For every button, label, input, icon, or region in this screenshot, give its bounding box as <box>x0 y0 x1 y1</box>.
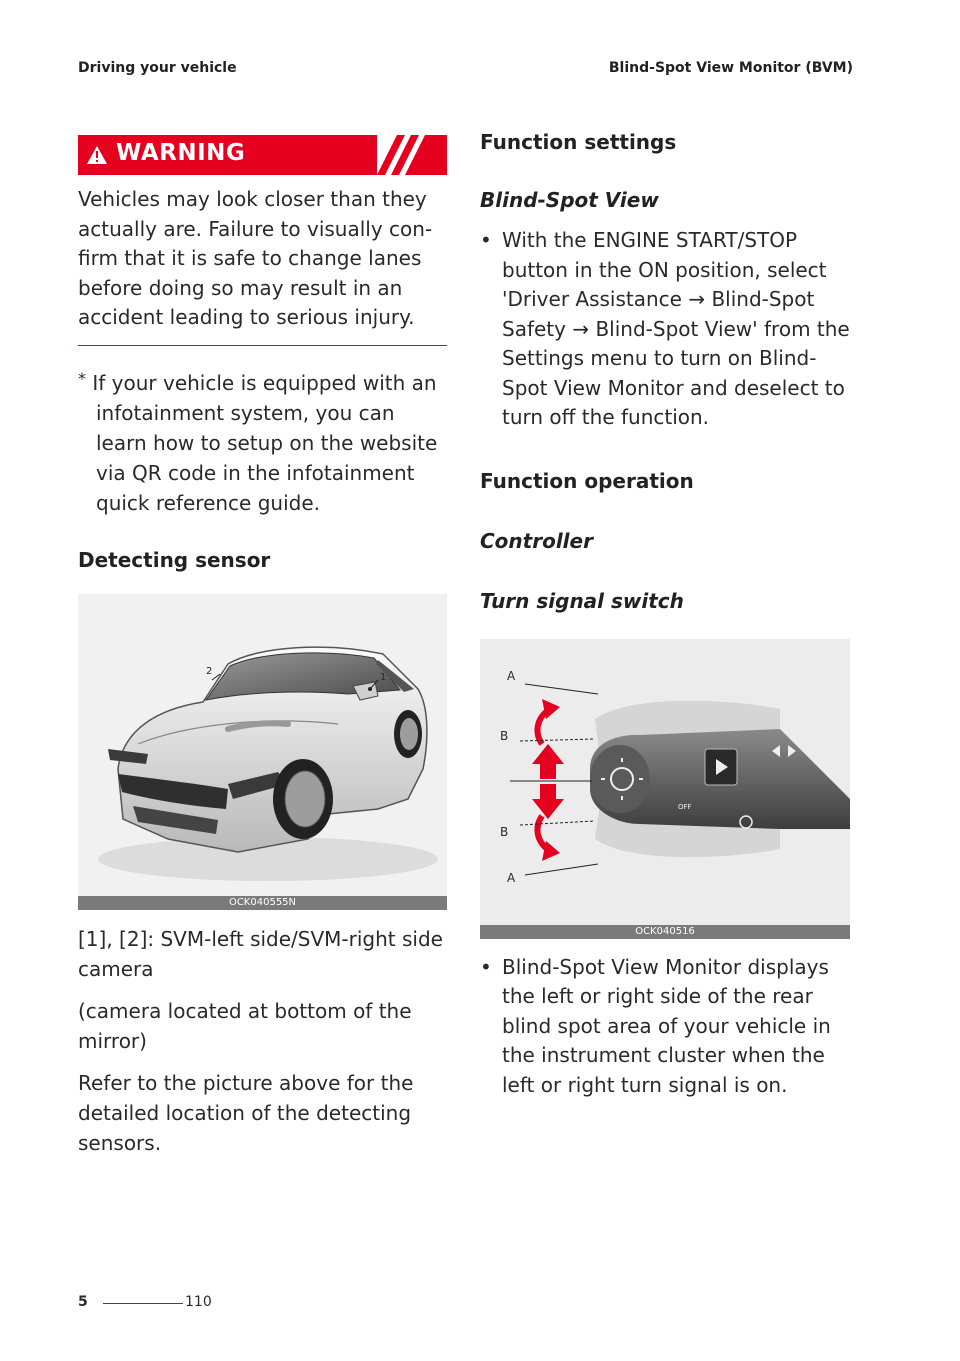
sensor-caption-3: Refer to the picture above for the detailed location of the detecting sensors. <box>78 1070 414 1155</box>
warning-triangle-icon <box>86 145 108 165</box>
section-number: 5 <box>78 1294 88 1310</box>
bullet-mark-2: • <box>480 954 492 979</box>
header-section-title: Driving your vehicle <box>78 60 237 76</box>
bullet-mark: • <box>480 228 492 252</box>
callout-label-2: 2 <box>206 665 213 677</box>
blind-spot-view-subheading: Blind-Spot View <box>480 188 659 212</box>
note-text: If your vehicle is equipped with an infotainment system, you can learn how to setup on the website via QR code in the infotainment quick reference guide. <box>92 370 438 515</box>
label-b-bottom: B <box>500 824 509 839</box>
function-operation-heading: Function operation <box>480 468 694 493</box>
label-b-top: B <box>500 728 509 743</box>
controller-subheading: Controller <box>480 528 593 553</box>
footer-divider <box>103 1303 183 1304</box>
left-column <box>78 135 447 1158</box>
operation-bullet-text: Blind-Spot View Monitor displays the left or right side of the rear blind spot area of your vehicle in the instrument cluster when the left or right turn signal is on. <box>502 954 831 1097</box>
sensor-caption-2: (camera located at bottom of the mirror) <box>78 998 412 1053</box>
page-number: 110 <box>185 1294 212 1310</box>
turn-signal-subheading: Turn signal switch <box>480 588 684 613</box>
sensor-caption-1: [1], [2]: SVM-left side/SVM-right side camera <box>78 926 443 981</box>
settings-bullet-text: With the ENGINE START/STOP button in the ON position, select 'Driver Assistance → Blind-Spot Safety → Blind-Spot View' from the Settings menu to turn on Blind-Spot View Monitor and deselect to turn off the function. <box>502 228 850 429</box>
car-illustration <box>78 594 447 896</box>
function-settings-heading: Function settings <box>480 130 677 154</box>
infotainment-note <box>78 364 447 518</box>
operation-bullet <box>480 953 850 1101</box>
label-a-bottom: A <box>507 870 516 885</box>
car-sensor-figure <box>78 594 447 910</box>
warning-stripes-decoration <box>377 135 447 175</box>
settings-bullet <box>480 226 850 433</box>
figure-code-2: OCK040516 <box>480 925 850 939</box>
label-a-top: A <box>507 668 516 683</box>
callout-label-1: 1 <box>380 671 387 683</box>
label-off: OFF <box>678 802 692 811</box>
turn-signal-figure <box>480 639 850 939</box>
detecting-sensor-heading: Detecting sensor <box>78 547 271 572</box>
header-topic-title: Blind-Spot View Monitor (BVM) <box>608 60 853 76</box>
note-asterisk: * <box>78 368 86 388</box>
page-footer <box>78 1294 212 1310</box>
warning-text: Vehicles may look closer than they actually are. Failure to visually con-firm that it is safe to change lanes before doing so may result in an accident leading to serious injury. <box>78 185 447 346</box>
right-column <box>480 130 850 1100</box>
figure-code: OCK040555N <box>78 896 447 910</box>
warning-title: WARNING <box>116 140 246 166</box>
warning-banner <box>78 135 447 175</box>
turn-signal-stalk-illustration <box>480 639 850 925</box>
